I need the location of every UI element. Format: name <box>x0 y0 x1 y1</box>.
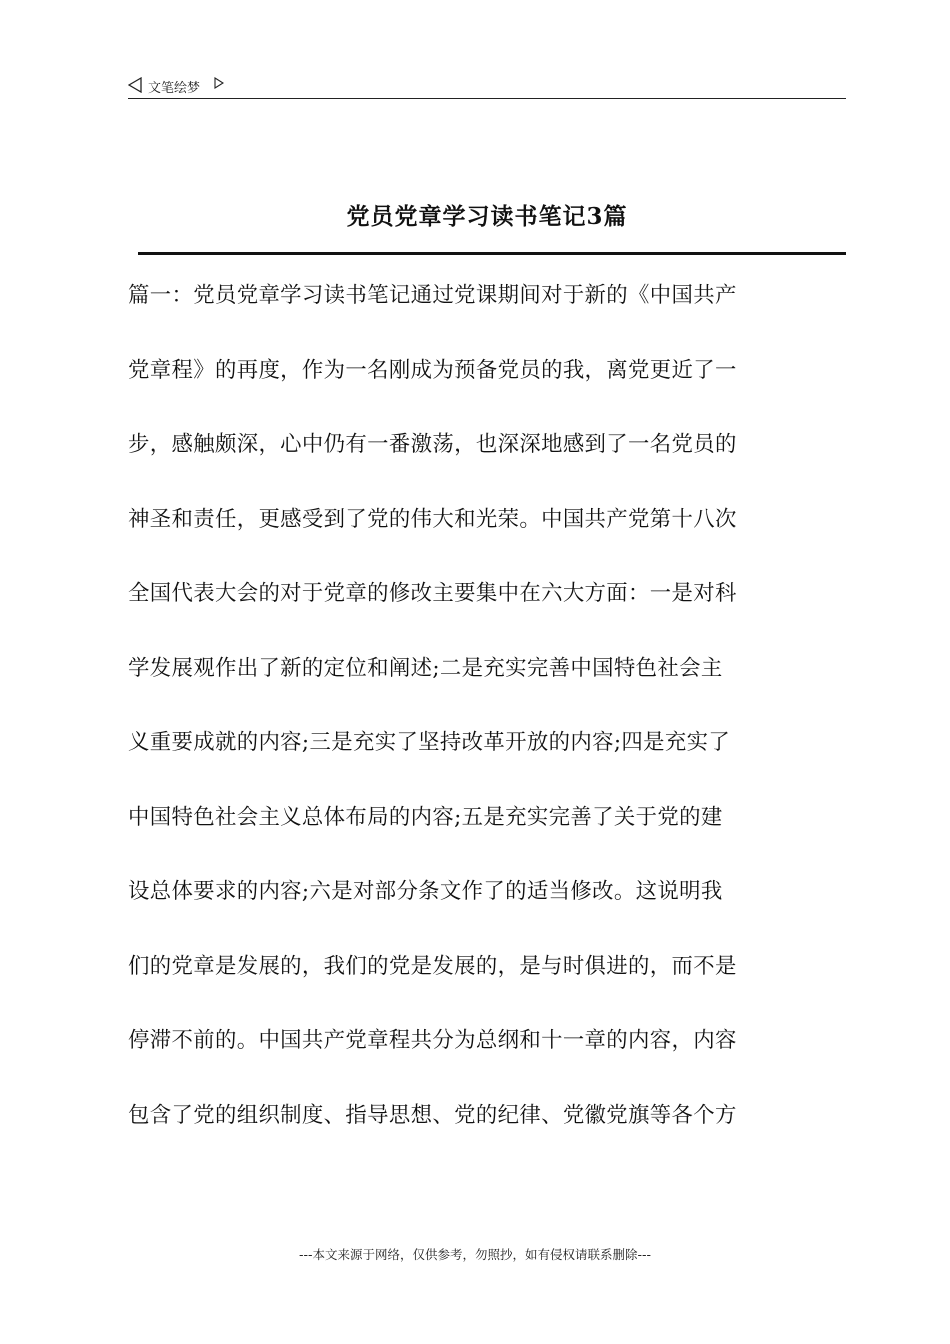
text-line: 中国特色社会主义总体布局的内容;五是充实完善了关于党的建 <box>128 804 723 830</box>
page-header <box>128 74 846 99</box>
text-line: 全国代表大会的对于党章的修改主要集中在六大方面：一是对科 <box>128 581 737 606</box>
text-line: 篇一：党员党章学习读书笔记通过党课期间对于新的《中国共产 <box>128 283 737 308</box>
text-line: 包含了党的组织制度、指导思想、党的纪律、党徽党旗等各个方 <box>128 1102 737 1128</box>
header-brand-text: 文笔绘梦 <box>148 81 201 96</box>
body-paragraph <box>128 276 850 1170</box>
text-line: 义重要成就的内容;三是充实了坚持改革开放的内容;四是充实了 <box>128 730 731 755</box>
text-line: 学发展观作出了新的定位和阐述;二是充实完善中国特色社会主 <box>128 655 723 681</box>
page-footer-disclaimer: ---本文来源于网络，仅供参考，勿照抄，如有侵权请联系删除--- <box>298 1247 652 1262</box>
text-line: 设总体要求的内容;六是对部分条文作了的适当修改。这说明我 <box>128 879 723 904</box>
text-line: 们的党章是发展的，我们的党是发展的，是与时俱进的，而不是 <box>128 953 737 979</box>
right-triangle-outline-icon <box>214 77 224 89</box>
title-divider <box>138 252 846 255</box>
text-line: 神圣和责任，更感受到了党的伟大和光荣。中国共产党第十八次 <box>128 506 737 532</box>
text-line: 步，感触颇深，心中仍有一番激荡，也深深地感到了一名党员的 <box>128 432 737 457</box>
text-line: 停滞不前的。中国共产党章程共分为总纲和十一章的内容，内容 <box>128 1028 737 1053</box>
left-triangle-outline-icon <box>128 77 142 93</box>
text-line: 党章程》的再度，作为一名刚成为预备党员的我，离党更近了一 <box>128 357 737 383</box>
document-title: 党员党章学习读书笔记3篇 <box>346 203 628 230</box>
